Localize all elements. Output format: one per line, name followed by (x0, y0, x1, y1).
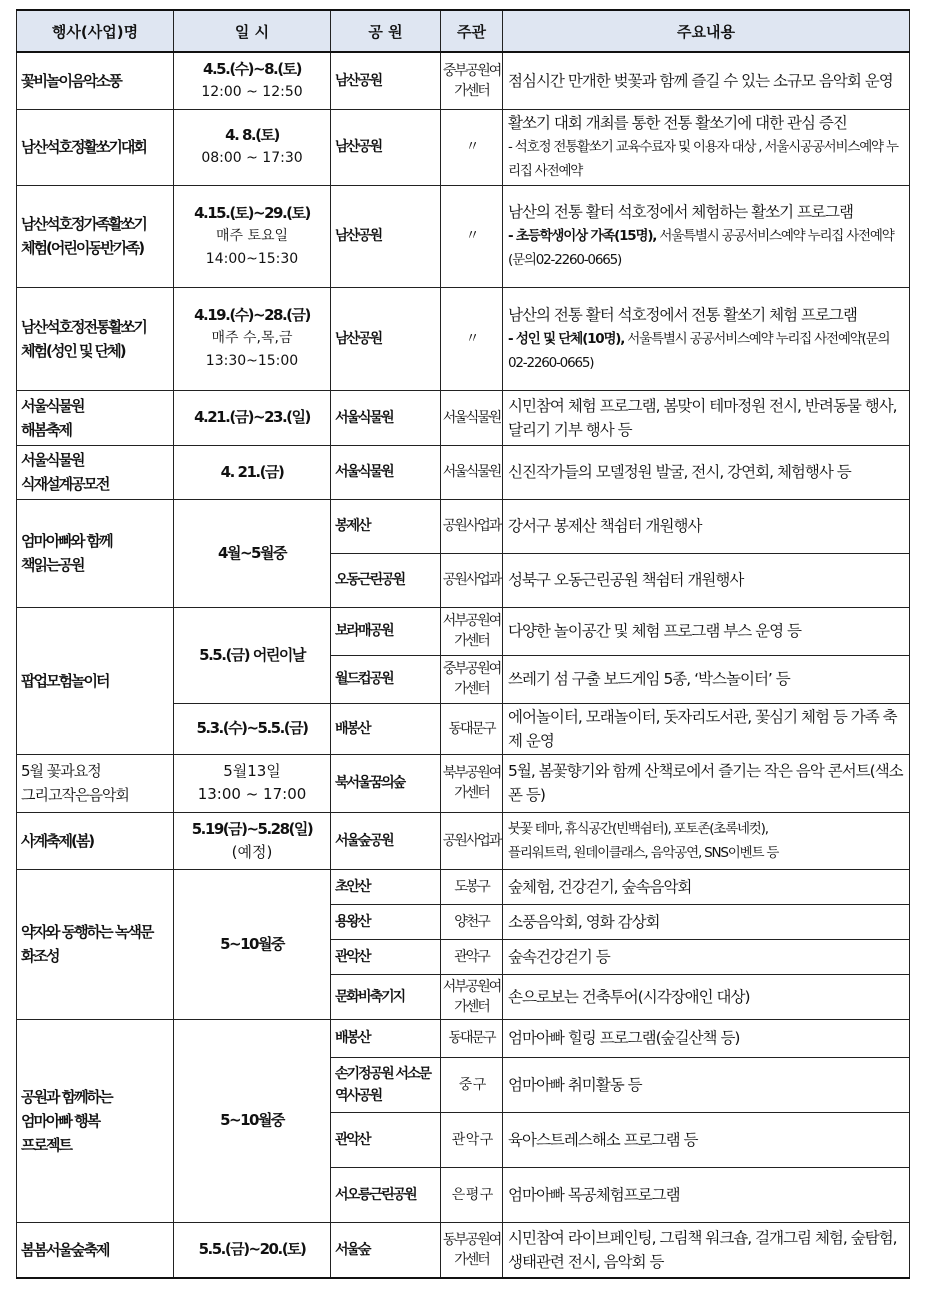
event-name: 남산석호정가족활쏘기 체험(어린이동반가족) (17, 185, 174, 287)
host-org: 서부공원여가센터 (441, 974, 503, 1019)
event-date: 4.19.(수)~28.(금) 매주 수,목,금 13:30~15:00 (174, 287, 331, 390)
event-date: 5~10월중 (174, 1019, 331, 1222)
table-row (17, 1019, 910, 1057)
header-content: 주요내용 (503, 10, 910, 52)
event-content: 엄마아빠 힐링 프로그램(숲길산책 등) (503, 1019, 910, 1057)
event-content: 엄마아빠 취미활동 등 (503, 1057, 910, 1112)
event-content: 시민참여 라이브페인팅, 그림책 워크숍, 걸개그림 체험, 숲탐험, 생태관련 전시, 음악회 등 (503, 1222, 910, 1278)
event-content: 시민참여 체험 프로그램, 봄맞이 테마정원 전시, 반려동물 행사, 달리기 기부 행사 등 (503, 390, 910, 445)
event-name: 5월 꽃과요정 그리고작은음악회 (17, 754, 174, 812)
header-park: 공 원 (331, 10, 441, 52)
host-org: 중부공원여가센터 (441, 52, 503, 109)
event-name: 봄봄서울숲축제 (17, 1222, 174, 1278)
table-row (17, 1222, 910, 1278)
event-content: 육아스트레스해소 프로그램 등 (503, 1112, 910, 1167)
table-row (17, 109, 910, 185)
event-name: 꽃비놀이음악소풍 (17, 52, 174, 109)
event-content: 붓꽃 테마, 휴식공간(빈백쉼터), 포토존(초록네컷), 플리워트럭, 원데이클래스, 음악공연, SNS이벤트 등 (503, 812, 910, 869)
park-name: 초안산 (331, 869, 441, 904)
host-org: 도봉구 (441, 869, 503, 904)
host-org: 서부공원여가센터 (441, 607, 503, 655)
host-org: 은 평 구 (441, 1167, 503, 1222)
park-name: 서울숲공원 (331, 812, 441, 869)
host-org: 동대문구 (441, 1019, 503, 1057)
host-org: 공원사업과 (441, 553, 503, 607)
event-schedule-document (16, 9, 909, 1279)
event-name: 서울식물원 해봄축제 (17, 390, 174, 445)
host-org: 공원사업과 (441, 812, 503, 869)
event-content: 남산의 전통 활터 석호정에서 체험하는 활쏘기 프로그램 - 초등학생이상 가족(15명), 서울특별시 공공서비스예약 누리집 사전예약(문의02-2260-0665) (503, 185, 910, 287)
host-org: 〃 (441, 109, 503, 185)
park-name: 남산공원 (331, 287, 441, 390)
event-date: 4. 21.(금) (174, 445, 331, 499)
header-date: 일 시 (174, 10, 331, 52)
host-org: 〃 (441, 185, 503, 287)
header-event: 행사(사업)명 (17, 10, 174, 52)
header-host: 주관 (441, 10, 503, 52)
event-date: 4.15.(토)~29.(토) 매주 토요일 14:00~15:30 (174, 185, 331, 287)
park-name: 월드컵공원 (331, 655, 441, 703)
event-content: 5월, 봄꽃향기와 함께 산책로에서 즐기는 작은 음악 콘서트(색소폰 등) (503, 754, 910, 812)
host-org: 양천구 (441, 904, 503, 939)
park-name: 관악산 (331, 1112, 441, 1167)
event-content: 점심시간 만개한 벚꽃과 함께 즐길 수 있는 소규모 음악회 운영 (503, 52, 910, 109)
event-name: 남산석호정전통활쏘기 체험(성인 및 단체) (17, 287, 174, 390)
event-content: 신진작가들의 모델정원 발굴, 전시, 강연회, 체험행사 등 (503, 445, 910, 499)
event-content: 손으로보는 건축투어(시각장애인 대상) (503, 974, 910, 1019)
event-content: 숲속건강걷기 등 (503, 939, 910, 974)
host-org: 중부공원여가센터 (441, 655, 503, 703)
event-date: 5.5.(금)~20.(토) (174, 1222, 331, 1278)
event-content: 쓰레기 섬 구출 보드게임 5종, ‘박스놀이터’ 등 (503, 655, 910, 703)
table-row (17, 754, 910, 812)
park-name: 북서울꿈의숲 (331, 754, 441, 812)
table-row (17, 607, 910, 655)
table-row (17, 185, 910, 287)
event-date: 5.19(금)~5.28(일) (예정) (174, 812, 331, 869)
park-name: 오동근린공원 (331, 553, 441, 607)
table-row (17, 390, 910, 445)
table-row (17, 52, 910, 109)
event-date: 5월13일 13:00 ~ 17:00 (174, 754, 331, 812)
park-name: 배봉산 (331, 1019, 441, 1057)
event-content: 성북구 오동근린공원 책쉼터 개원행사 (503, 553, 910, 607)
host-org: 북부공원여가센터 (441, 754, 503, 812)
event-date: 4. 8.(토) 08:00 ~ 17:30 (174, 109, 331, 185)
park-name: 관악산 (331, 939, 441, 974)
event-content: 숲체험, 건강걷기, 숲속음악회 (503, 869, 910, 904)
event-date: 5~10월중 (174, 869, 331, 1019)
host-org: 〃 (441, 287, 503, 390)
host-org: 동대문구 (441, 703, 503, 754)
table-row (17, 445, 910, 499)
park-name: 보라매공원 (331, 607, 441, 655)
park-name: 남산공원 (331, 52, 441, 109)
event-date: 5.3.(수)~5.5.(금) (174, 703, 331, 754)
event-name: 사계축제(봄) (17, 812, 174, 869)
event-table (16, 9, 910, 1279)
event-name: 약자와 동행하는 녹색문 화조성 (17, 869, 174, 1019)
park-name: 서울식물원 (331, 445, 441, 499)
park-name: 서울숲 (331, 1222, 441, 1278)
event-date: 4월~5월중 (174, 499, 331, 607)
host-org: 서울식물원 (441, 445, 503, 499)
event-date: 5.5.(금) 어린이날 (174, 607, 331, 703)
park-name: 서울식물원 (331, 390, 441, 445)
park-name: 손기정공원 서소문역사공원 (331, 1057, 441, 1112)
park-name: 배봉산 (331, 703, 441, 754)
event-content: 활쏘기 대회 개최를 통한 전통 활쏘기에 대한 관심 증진 - 석호정 전통활쏘기 교육수료자 및 이용자 대상 , 서울시공공서비스예약 누리집 사전예약 (503, 109, 910, 185)
park-name: 남산공원 (331, 109, 441, 185)
event-date: 4.5.(수)~8.(토) 12:00 ~ 12:50 (174, 52, 331, 109)
host-org: 중 구 (441, 1057, 503, 1112)
event-content: 남산의 전통 활터 석호정에서 전통 활쏘기 체험 프로그램 - 성인 및 단체(10명), 서울특별시 공공서비스예약 누리집 사전예약(문의02-2260-0665) (503, 287, 910, 390)
table-row (17, 869, 910, 904)
park-name: 용왕산 (331, 904, 441, 939)
event-name: 엄마아빠와 함께 책읽는공원 (17, 499, 174, 607)
event-content: 강서구 봉제산 책쉼터 개원행사 (503, 499, 910, 553)
park-name: 문화비축기지 (331, 974, 441, 1019)
event-name: 공원과 함께하는 엄마아빠 행복 프로젝트 (17, 1019, 174, 1222)
table-header-row (17, 10, 910, 52)
host-org: 공원사업과 (441, 499, 503, 553)
event-content: 엄마아빠 목공체험프로그램 (503, 1167, 910, 1222)
event-name: 남산석호정활쏘기대회 (17, 109, 174, 185)
event-name: 서울식물원 식재설계공모전 (17, 445, 174, 499)
host-org: 서울식물원 (441, 390, 503, 445)
host-org: 관 악 구 (441, 1112, 503, 1167)
event-content: 소풍음악회, 영화 감상회 (503, 904, 910, 939)
event-date: 4.21.(금)~23.(일) (174, 390, 331, 445)
park-name: 남산공원 (331, 185, 441, 287)
park-name: 서오릉근린공원 (331, 1167, 441, 1222)
host-org: 관악구 (441, 939, 503, 974)
event-content: 다양한 놀이공간 및 체험 프로그램 부스 운영 등 (503, 607, 910, 655)
event-content: 에어놀이터, 모래놀이터, 돗자리도서관, 꽃심기 체험 등 가족 축제 운영 (503, 703, 910, 754)
host-org: 동부공원여가센터 (441, 1222, 503, 1278)
table-row (17, 287, 910, 390)
event-name: 팝업모험놀이터 (17, 607, 174, 754)
table-row (17, 812, 910, 869)
table-row (17, 499, 910, 553)
park-name: 봉제산 (331, 499, 441, 553)
